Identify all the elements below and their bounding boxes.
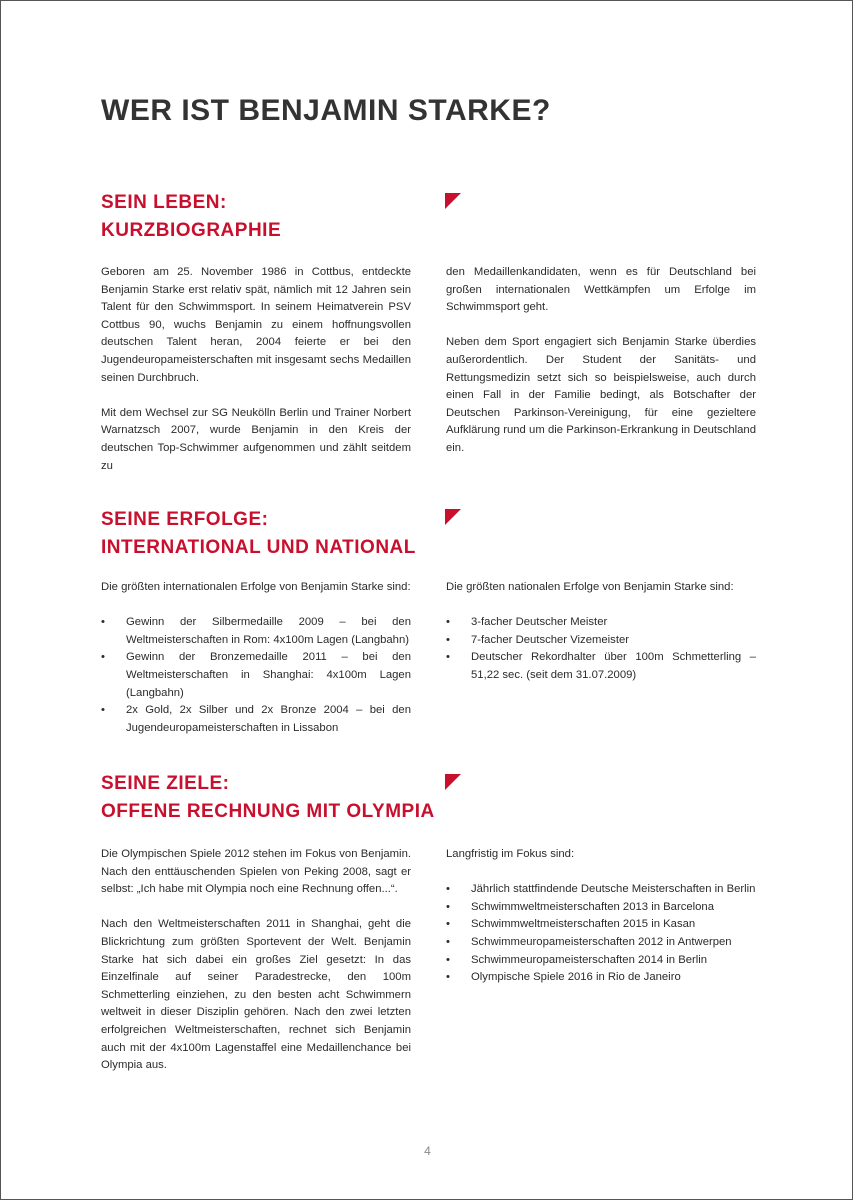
- paragraph: den Medaillenkandidaten, wenn es für Deutschland bei großen internationalen Wettkämpfen um Erfolge im Schwimmsport geht.: [446, 266, 756, 314]
- section-heading-line1: SEIN LEBEN:: [101, 192, 227, 213]
- section-heading-ziele: [101, 770, 435, 826]
- international-successes-list: [101, 614, 411, 737]
- list-item: • Schwimmweltmeisterschaften 2015 in Kasan: [446, 916, 756, 934]
- section-heading-line1: SEINE ZIELE:: [101, 773, 230, 794]
- list-intro: Langfristig im Fokus sind:: [446, 848, 575, 860]
- section-heading-leben: [101, 189, 281, 245]
- list-intro: Die größten nationalen Erfolge von Benjamin Starke sind:: [446, 581, 734, 593]
- list-item: • Schwimmweltmeisterschaften 2013 in Barcelona: [446, 899, 756, 917]
- section-ziele-right-column: [446, 846, 756, 987]
- section-erfolge-right-column: [446, 579, 756, 685]
- list-item: • Olympische Spiele 2016 in Rio de Janeiro: [446, 969, 756, 987]
- list-item: • Gewinn der Silbermedaille 2009 – bei den Weltmeisterschaften in Rom: 4x100m Lagen (Langbahn): [101, 614, 411, 649]
- section-heading-line2: INTERNATIONAL UND NATIONAL: [101, 537, 416, 558]
- section-heading-line2: OFFENE RECHNUNG MIT OLYMPIA: [101, 801, 435, 822]
- section-leben-right-column: [446, 264, 756, 458]
- section-erfolge-left-column: [101, 579, 411, 737]
- page-title: WER IST BENJAMIN STARKE?: [101, 94, 551, 127]
- section-ziele-left-column: [101, 846, 411, 1075]
- list-item: • 2x Gold, 2x Silber und 2x Bronze 2004 – bei den Jugendeuropameisterschaften in Lissabon: [101, 702, 411, 737]
- list-item: • 7-facher Deutscher Vizemeister: [446, 632, 756, 650]
- paragraph: Geboren am 25. November 1986 in Cottbus, entdeckte Benjamin Starke erst relativ spät, nämlich mit 12 Jahren sein Talent für den Schwimmsport. In seinem Heimatverein PSV Cottbus 90, wuchs Benjamin zu einem hoffnungsvollen deutschen Talent heran, 2004 feierte er bei den Jugendeuropameisterschaften mit insgesamt sechs Medaillen seinen Durchbruch.: [101, 266, 411, 384]
- list-intro: Die größten internationalen Erfolge von Benjamin Starke sind:: [101, 581, 411, 593]
- list-item: • Schwimmeuropameisterschaften 2014 in Berlin: [446, 952, 756, 970]
- page-number: 4: [424, 1144, 431, 1158]
- red-triangle-marker-icon: [445, 774, 461, 790]
- section-leben-left-column: [101, 264, 411, 475]
- paragraph: Neben dem Sport engagiert sich Benjamin Starke überdies außerordentlich. Der Student der Sanitäts- und Rettungsmedizin setzt sich so beispielsweise, auch durch einen Fall in der Familie bedingt, als Botschafter der Deutschen Parkinson-Vereinigung, für eine gezieltere Aufklärung rund um die Parkinson-Erkrankung in Deutschland ein.: [446, 336, 756, 454]
- list-item: • 3-facher Deutscher Meister: [446, 614, 756, 632]
- list-item: • Gewinn der Bronzemedaille 2011 – bei den Weltmeisterschaften in Shanghai: 4x100m Lagen (Langbahn): [101, 649, 411, 702]
- list-item: • Deutscher Rekordhalter über 100m Schmetterling – 51,22 sec. (seit dem 31.07.2009): [446, 649, 756, 684]
- section-heading-line1: SEINE ERFOLGE:: [101, 509, 269, 530]
- section-heading-erfolge: [101, 506, 416, 562]
- paragraph: Nach den Weltmeisterschaften 2011 in Shanghai, geht die Blickrichtung zum größten Sportevent der Welt. Benjamin Starke hat sich dabei ein großes Ziel gesetzt: In das Einzelfinale auf seiner Paradestrecke, den 100m Schmetterling einziehen, zu den besten acht Schwimmern weltweit in dieser Disziplin gehören. Nach den zwei letzten erfolgreichen Weltmeisterschaften, rechnet sich Benjamin auch mit der 4x100m Lagenstaffel eine Medaillenchance bei Olympia aus.: [101, 918, 411, 1072]
- national-successes-list: [446, 614, 756, 684]
- goals-list: [446, 881, 756, 987]
- list-item: • Schwimmeuropameisterschaften 2012 in Antwerpen: [446, 934, 756, 952]
- paragraph: Die Olympischen Spiele 2012 stehen im Fokus von Benjamin. Nach den enttäuschenden Spielen von Peking 2008, sagt er selbst: „Ich habe mit Olympia noch eine Rechnung offen...“.: [101, 848, 411, 896]
- red-triangle-marker-icon: [445, 193, 461, 209]
- red-triangle-marker-icon: [445, 509, 461, 525]
- section-heading-line2: KURZBIOGRAPHIE: [101, 220, 282, 241]
- list-item: • Jährlich stattfindende Deutsche Meisterschaften in Berlin: [446, 881, 756, 899]
- paragraph: Mit dem Wechsel zur SG Neukölln Berlin und Trainer Norbert Warnatzsch 2007, wurde Benjamin in den Kreis der deutschen Top-Schwimmer aufgenommen und zählt seitdem zu: [101, 406, 411, 472]
